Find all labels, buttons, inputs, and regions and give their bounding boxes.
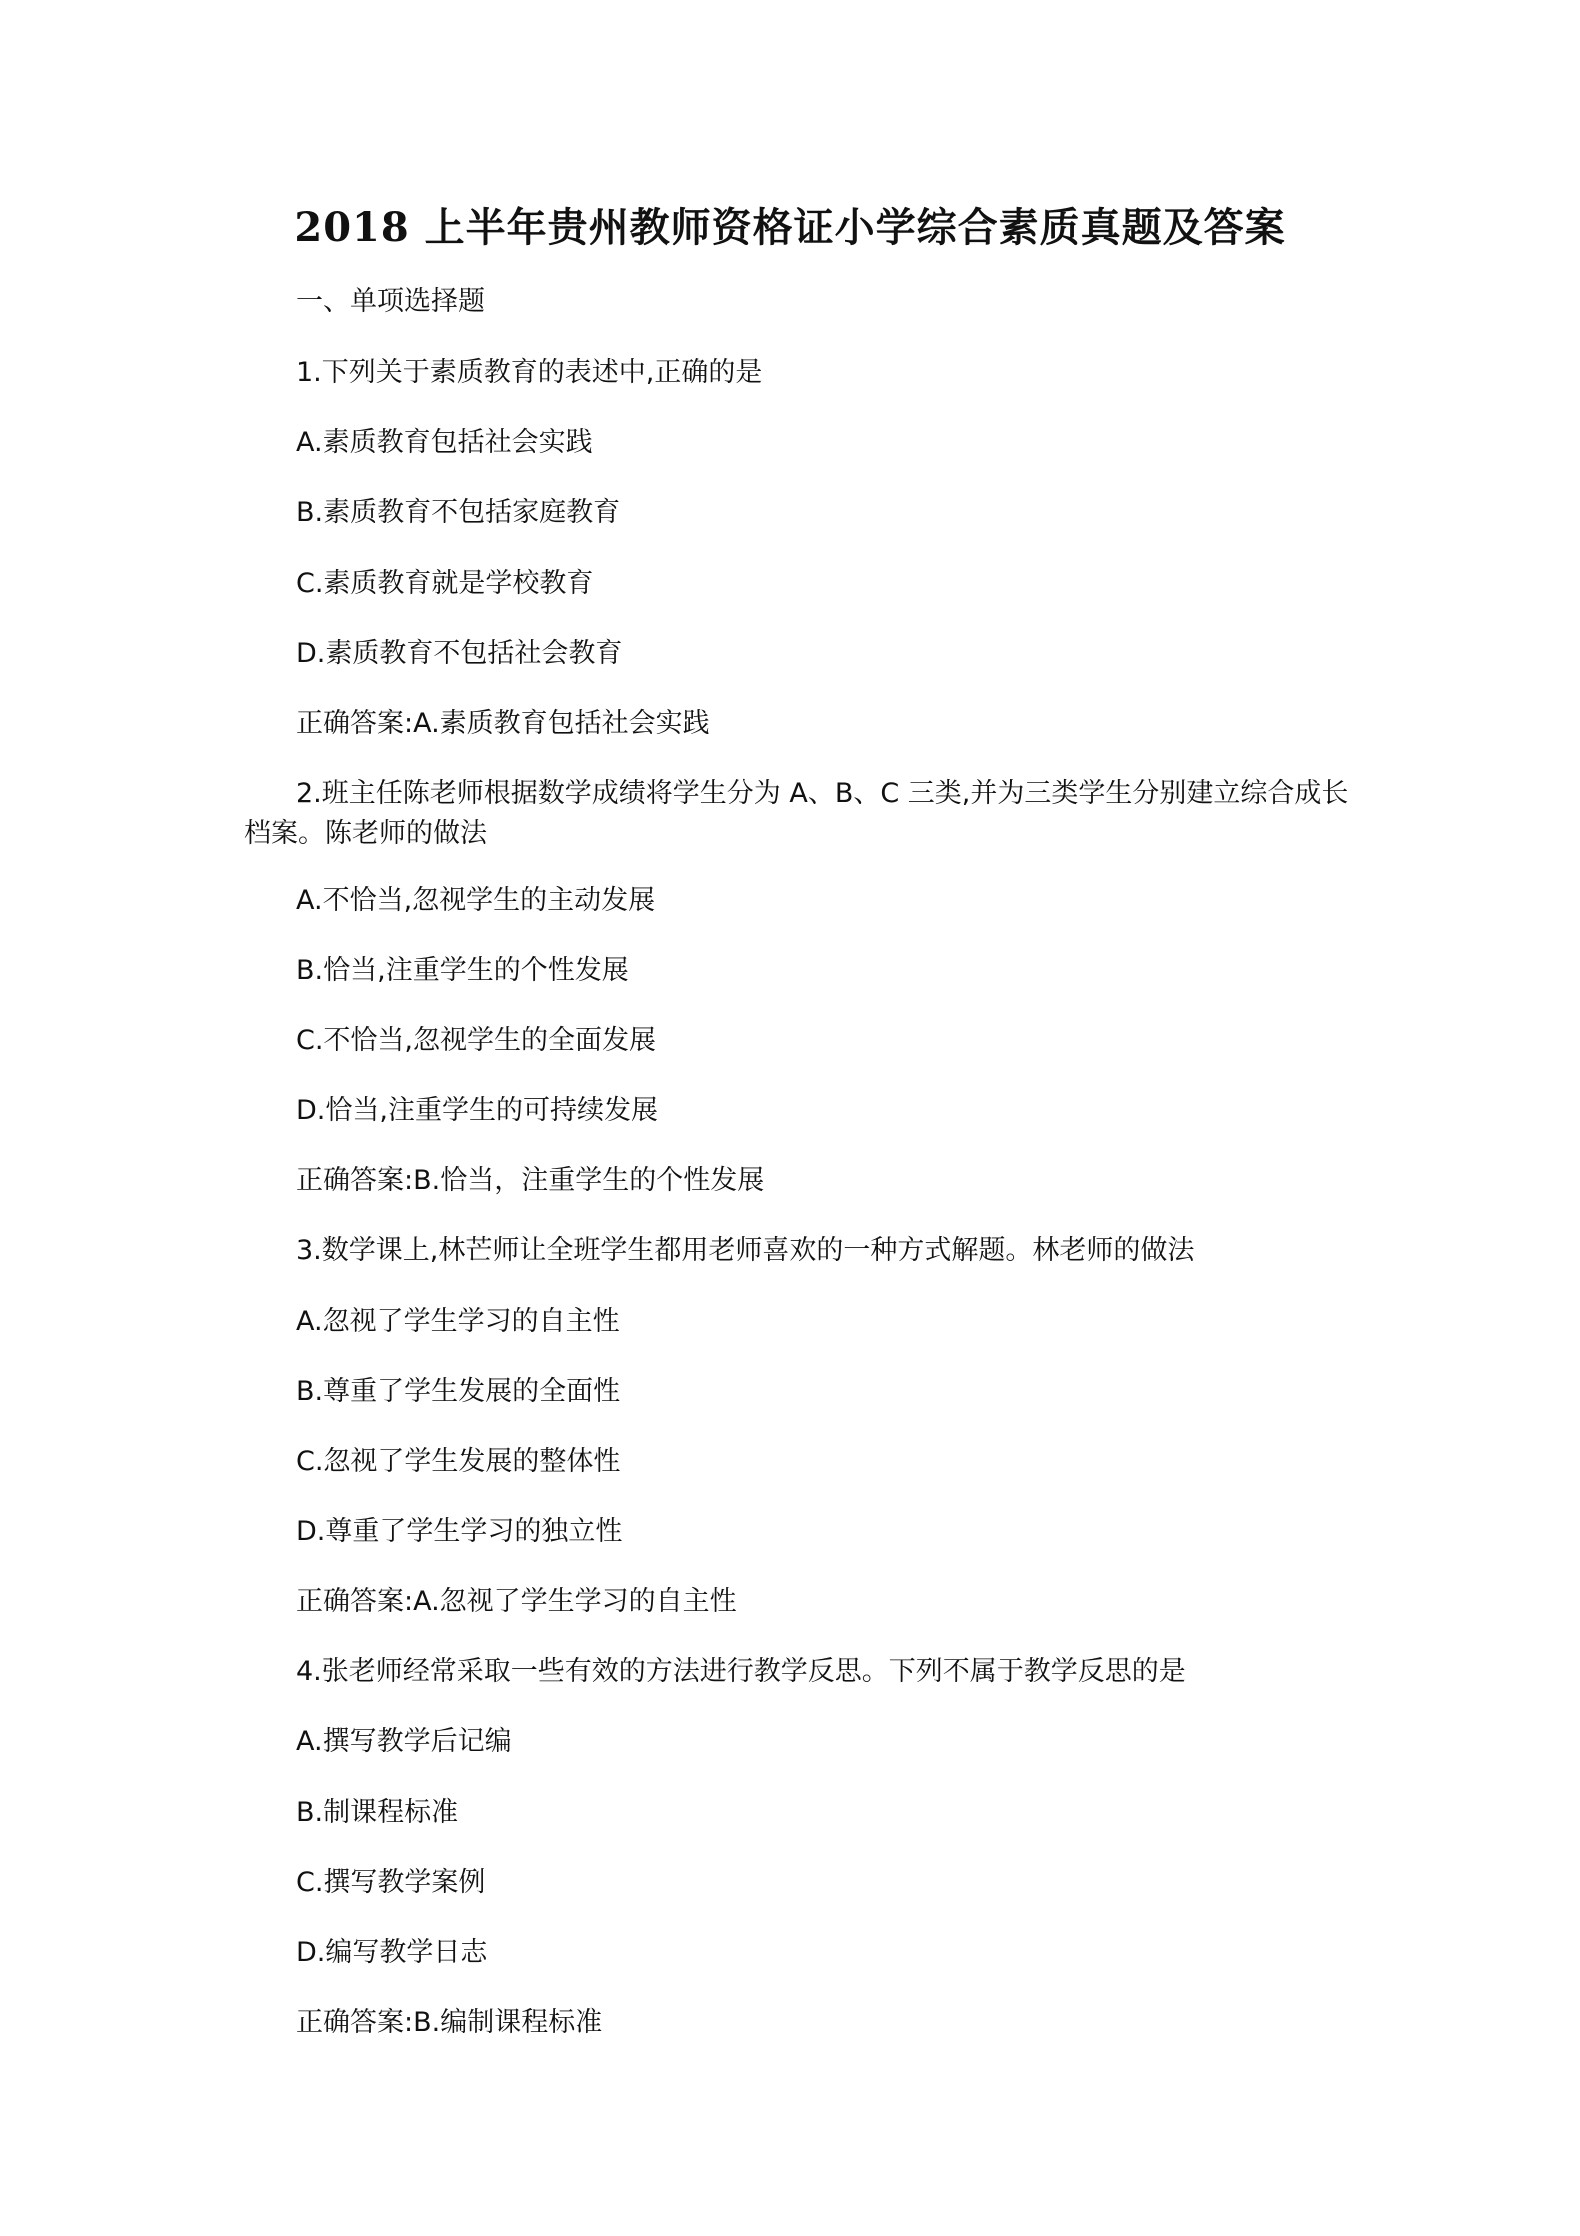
section-heading: 一、单项选择题	[296, 286, 485, 317]
document-title: 2018 上半年贵州教师资格证小学综合素质真题及答案	[294, 204, 1286, 251]
question-2-option-c: C.不恰当,忽视学生的全面发展	[296, 1025, 657, 1056]
question-4-stem: 4.张老师经常采取一些有效的方法进行教学反思。下列不属于教学反思的是	[296, 1656, 1186, 1687]
question-3-option-b: B.尊重了学生发展的全面性	[296, 1376, 621, 1407]
question-3-option-a: A.忽视了学生学习的自主性	[296, 1306, 620, 1337]
question-2-option-b: B.恰当,注重学生的个性发展	[296, 955, 629, 986]
question-2-option-d: D.恰当,注重学生的可持续发展	[296, 1095, 658, 1126]
question-2-option-a: A.不恰当,忽视学生的主动发展	[296, 885, 656, 916]
question-1-option-b: B.素质教育不包括家庭教育	[296, 497, 621, 528]
question-3-answer: 正确答案:A.忽视了学生学习的自主性	[296, 1586, 737, 1617]
question-4-option-d: D.编写教学日志	[296, 1937, 488, 1968]
question-3-stem: 3.数学课上,林芒师让全班学生都用老师喜欢的一种方式解题。林老师的做法	[296, 1235, 1195, 1266]
question-1-option-d: D.素质教育不包括社会教育	[296, 638, 623, 669]
question-3-option-c: C.忽视了学生发展的整体性	[296, 1446, 621, 1477]
question-3-option-d: D.尊重了学生学习的独立性	[296, 1516, 623, 1547]
question-2-stem: 2.班主任陈老师根据数学成绩将学生分为 A、B、C 三类,并为三类学生分别建立综合成长档案。陈老师的做法	[244, 778, 1349, 849]
question-4-option-a: A.撰写教学后记编	[296, 1726, 512, 1757]
question-1-option-a: A.素质教育包括社会实践	[296, 427, 593, 458]
question-4-option-b: B.制课程标准	[296, 1797, 459, 1828]
question-1-stem: 1.下列关于素质教育的表述中,正确的是	[296, 357, 763, 388]
question-1-option-c: C.素质教育就是学校教育	[296, 568, 594, 599]
question-2-answer: 正确答案:B.恰当，注重学生的个性发展	[296, 1165, 765, 1196]
question-4-answer: 正确答案:B.编制课程标准	[296, 2007, 603, 2038]
question-1-answer: 正确答案:A.素质教育包括社会实践	[296, 708, 710, 739]
question-4-option-c: C.撰写教学案例	[296, 1867, 486, 1898]
